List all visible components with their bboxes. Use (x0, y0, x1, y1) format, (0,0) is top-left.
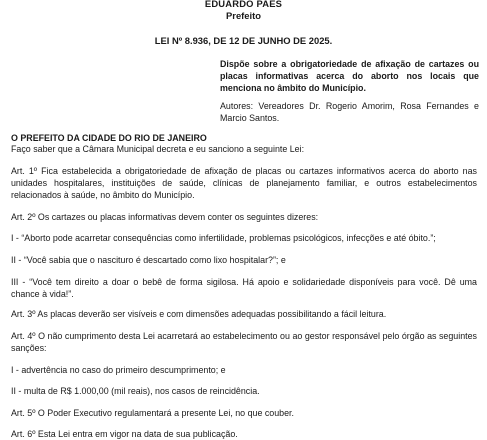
article-2-item-3: III - “Você tem direito a doar o bebê de forma sigilosa. Há apoio e solidariedade disponíveis para você. Dê uma chance à vida!”. (11, 277, 477, 299)
article-2: Art. 2º Os cartazes ou placas informativas devem conter os seguintes dizeres: (11, 212, 319, 222)
article-4-item-2: II - multa de R$ 1.000,00 (mil reais), nos casos de reincidência. (11, 386, 260, 396)
law-authors: Autores: Vereadores Dr. Rogerio Amorim, Rosa Fernandes e Marcio Santos. (220, 101, 479, 123)
article-5: Art. 5º O Poder Executivo regulamentará a presente Lei, no que couber. (11, 408, 294, 418)
law-title: LEI Nº 8.936, DE 12 DE JUNHO DE 2025. (154, 35, 333, 46)
article-3: Art. 3º As placas deverão ser visíveis e com dimensões adequadas possibilitando a fácil leitura. (11, 309, 387, 319)
law-summary: Dispõe sobre a obrigatoriedade de afixação de cartazes ou placas informativas acerca do aborto nos locais que menciona no âmbito do Município. (220, 59, 479, 93)
article-6: Art. 6º Esta Lei entra em vigor na data de sua publicação. (11, 429, 238, 439)
preamble: Faço saber que a Câmara Municipal decreta e eu sanciono a seguinte Lei: (11, 144, 305, 154)
mayor-name: EDUARDO PAES (204, 0, 283, 9)
article-4: Art. 4º O não cumprimento desta Lei acarretará ao estabelecimento ou ao gestor responsável pelo órgão as seguintes sanções: (11, 331, 477, 353)
article-1: Art. 1º Fica estabelecida a obrigatoriedade de afixação de placas ou cartazes informativos acerca do aborto nas unidades hospitalares, instituições de saúde, clínicas de planejamento familiar, e outros estabelecimentos relacionados à saúde, no âmbito do Município. (11, 166, 477, 200)
article-2-item-2: II - “Você sabia que o nascituro é descartado como lixo hospitalar?”; e (11, 255, 286, 265)
enacting-authority: O PREFEITO DA CIDADE DO RIO DE JANEIRO (11, 133, 207, 143)
article-2-item-1: I - “Aborto pode acarretar consequências como infertilidade, problemas psicológicos, infecções e até óbito.”; (11, 233, 436, 243)
article-4-item-1: I - advertência no caso do primeiro descumprimento; e (11, 365, 226, 375)
mayor-role: Prefeito (226, 10, 261, 21)
